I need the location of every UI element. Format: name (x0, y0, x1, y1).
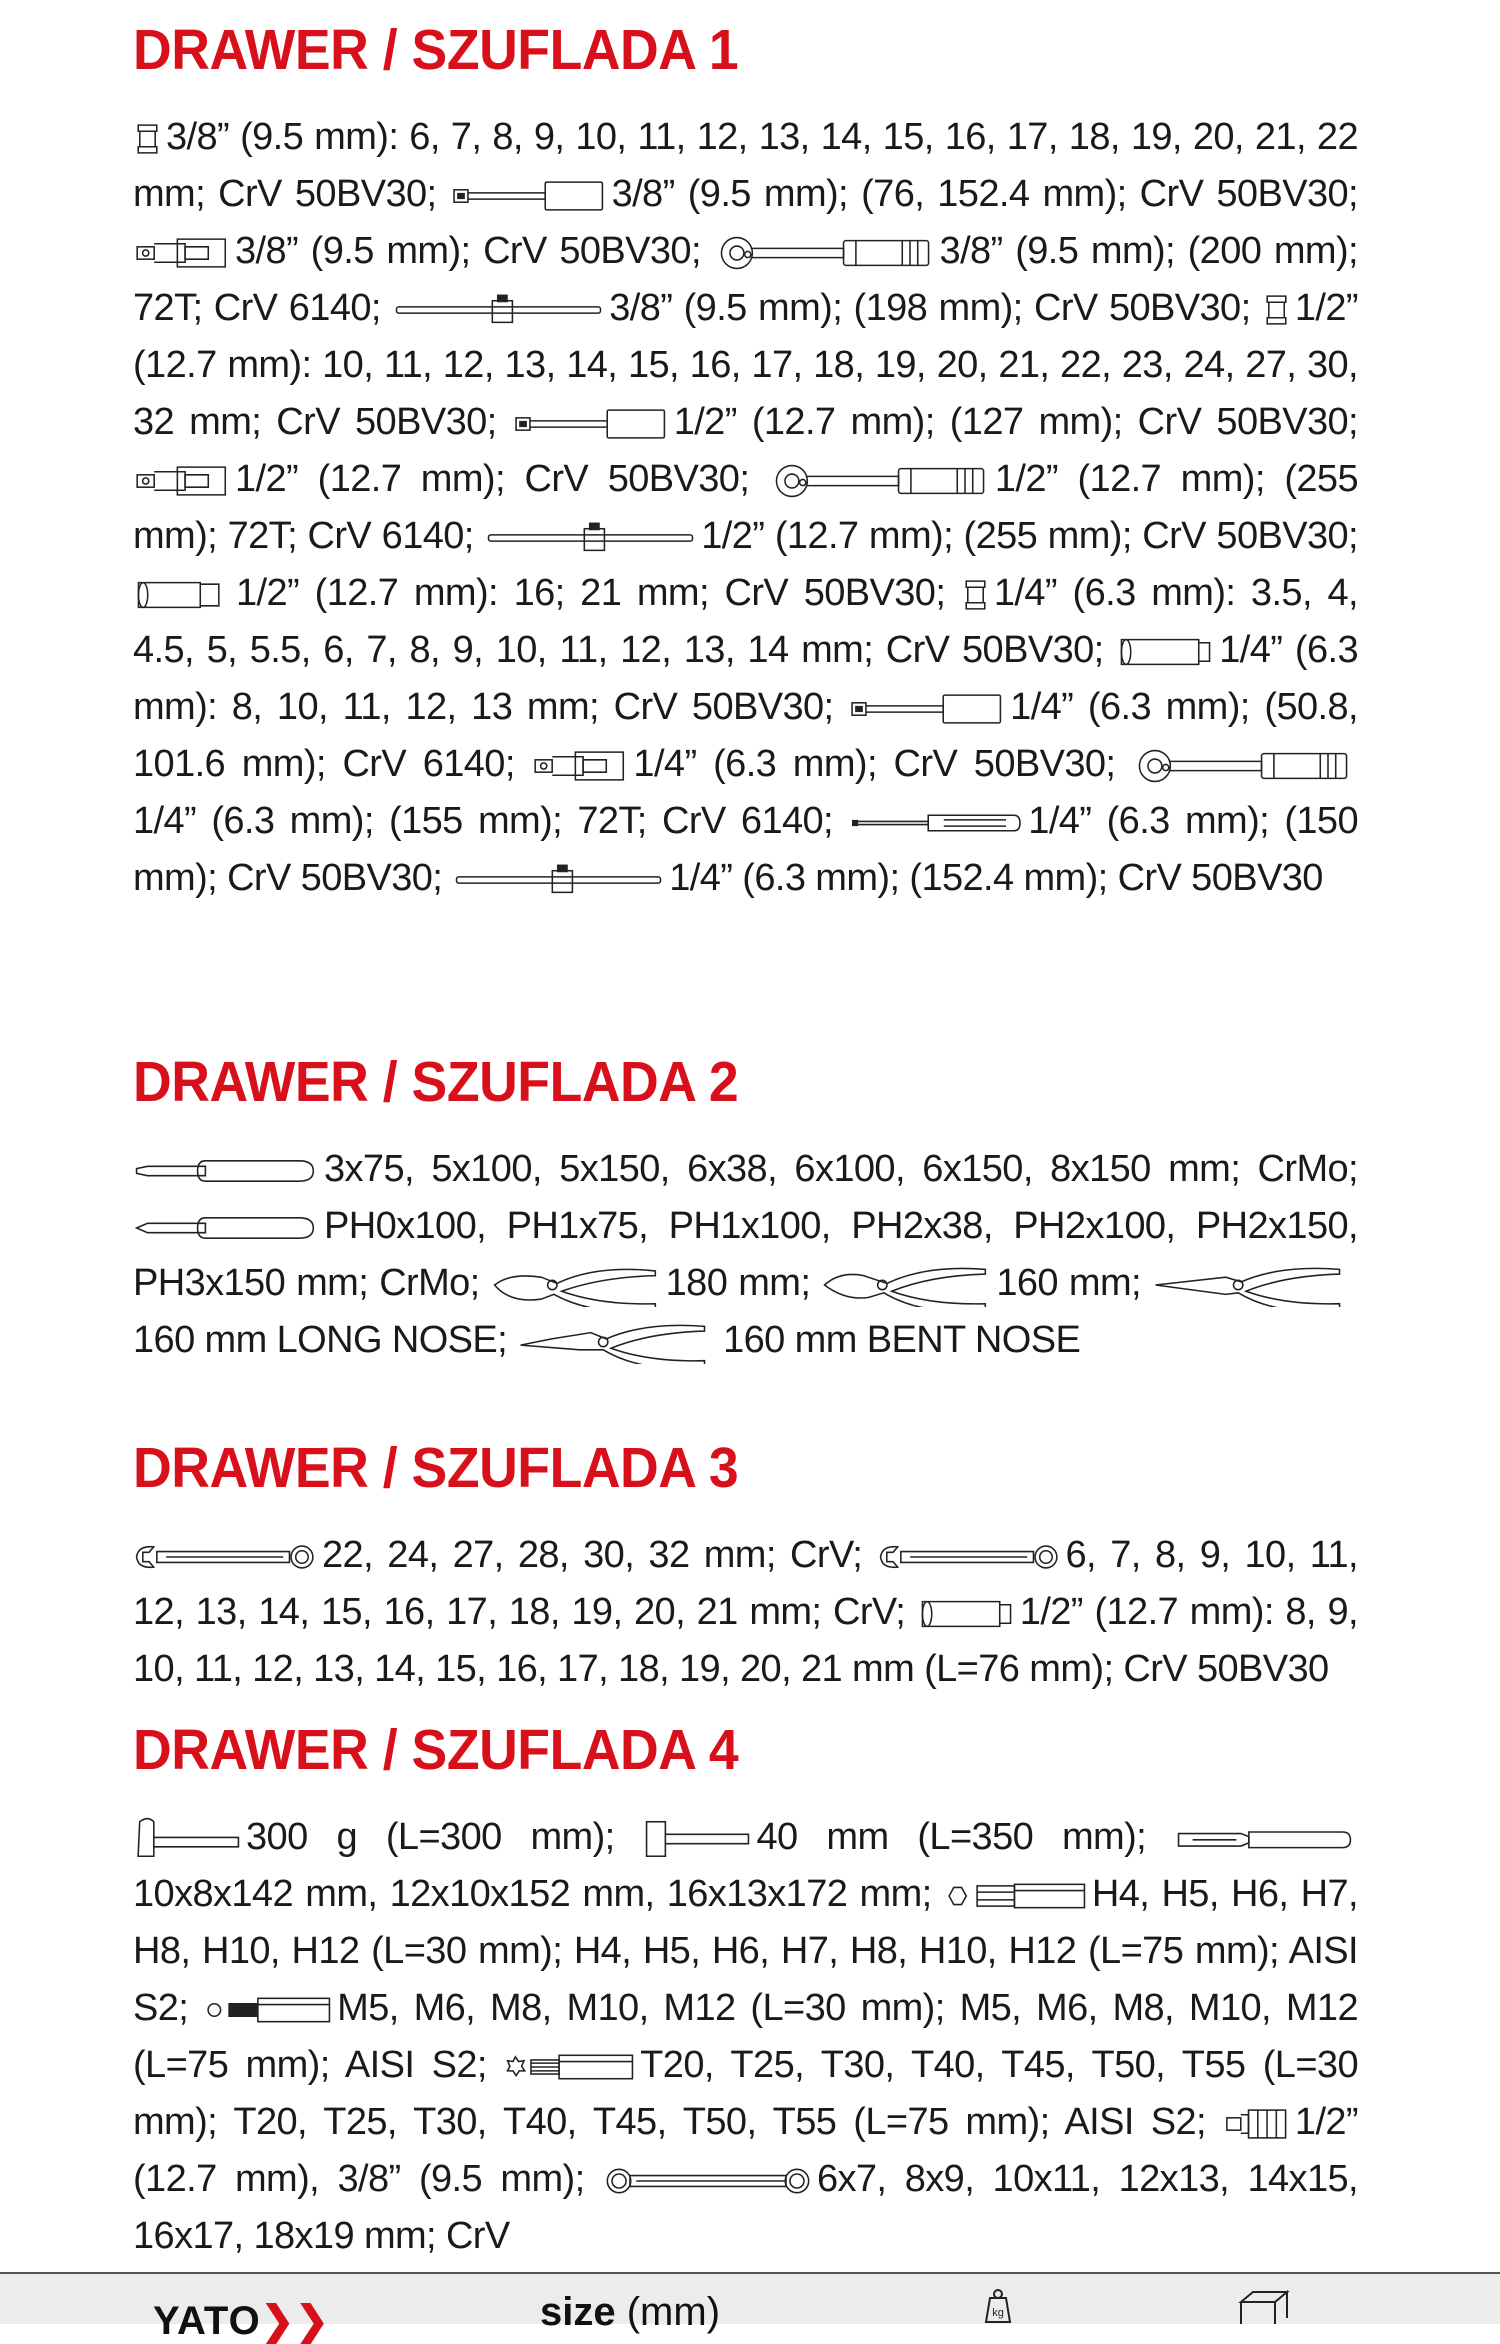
tool-spec-text: 3x75, 5x100, 5x150, 6x38, 6x100, 6x150, 8x150 mm; CrMo; (324, 1148, 1358, 1190)
tool-spec-text: 1/4” (6.3 mm); (152.4 mm); CrV 50BV30 (669, 857, 1323, 899)
drawer-title: DRAWER / SZUFLADA 1 (133, 18, 739, 82)
tool-spec-text: 3/8” (9.5 mm): 6, 7, 8, 9, 10, 11, 12, 13, 14, 15, 16, 17, 18, 19, 20, 21, 22 mm; CrV 50BV30; (133, 116, 1358, 215)
drawer-title: DRAWER / SZUFLADA 2 (133, 1050, 739, 1114)
extension-bar-icon (850, 692, 1004, 726)
tool-spec-text: 1/2” (12.7 mm); (255 mm); CrV 50BV30; (701, 515, 1358, 557)
tool-spec-text: 6x7, 8x9, 10x11, 12x13, 14x15, 16x17, 18x19 mm; CrV (133, 2158, 1358, 2257)
brand-logo: YATO❯❯ (153, 2299, 330, 2343)
chisel-icon (1177, 1824, 1352, 1854)
hammer-icon (135, 1817, 240, 1861)
tool-spec-text: 1/2” (12.7 mm); (127 mm); CrV 50BV30; (673, 401, 1358, 443)
tool-spec-text: 3/8” (9.5 mm); (198 mm); CrV 50BV30; (609, 287, 1262, 329)
drawer-title: DRAWER / SZUFLADA 3 (133, 1436, 739, 1500)
tool-spec-text: H4, H5, H6, H7, H8, H10, H12 (L=30 mm); H4, H5, H6, H7, H8, H10, H12 (L=75 mm); AISI S2; (133, 1873, 1358, 2029)
ratchet-icon (771, 464, 989, 498)
universal-joint-icon (135, 464, 229, 498)
tool-spec-text: 1/4” (6.3 mm): 8, 10, 11, 12, 13 mm; CrV 50BV30; (133, 629, 1358, 728)
socket-icon (135, 122, 160, 156)
tool-spec-text: 160 mm LONG NOSE; (133, 1319, 518, 1361)
ratchet-icon (1134, 749, 1352, 783)
tool-spec-text: 3/8” (9.5 mm); (76, 152.4 mm); CrV 50BV30; (611, 173, 1358, 215)
tool-spec-text: 1/4” (6.3 mm); (155 mm); 72T; CrV 6140; (133, 800, 849, 842)
tool-spec-text: 1/2” (12.7 mm); CrV 50BV30; (235, 458, 769, 500)
drawer-contents (133, 109, 1358, 907)
extension-bar-icon (514, 407, 668, 441)
combination-pliers-icon (493, 1263, 660, 1307)
socket-icon (963, 578, 988, 612)
phillips-screwdriver-icon (135, 1213, 318, 1243)
deep-socket-icon (1118, 635, 1213, 669)
size-column-header: size (mm) (540, 2290, 721, 2334)
footer-bar (0, 2272, 1500, 2343)
package-box-icon (1235, 2288, 1291, 2329)
drawer-contents (133, 1141, 1358, 1369)
tool-spec-text: 1/4” (6.3 mm): 3.5, 4, 4.5, 5, 5.5, 6, 7, 8, 9, 10, 11, 12, 13, 14 mm; CrV 50BV30; (133, 572, 1358, 671)
flat-screwdriver-icon (135, 1156, 318, 1186)
ratchet-icon (716, 236, 934, 270)
tool-spec-text: 1/2” (12.7 mm): 10, 11, 12, 13, 14, 15, 16, 17, 18, 19, 20, 21, 22, 23, 24, 27, 30, 32 mm; CrV 50BV30; (133, 287, 1358, 443)
tool-spec-text: 1/4” (6.3 mm); CrV 50BV30; (633, 743, 1133, 785)
drawer-section-1 (133, 18, 1359, 907)
t-bar-icon (486, 521, 695, 555)
spark-plug-socket-icon (135, 578, 230, 612)
universal-joint-icon (135, 236, 229, 270)
combination-wrench-icon (879, 1542, 1060, 1572)
adapter-icon (1225, 2107, 1289, 2141)
tool-spec-text: 180 mm; (665, 1262, 822, 1304)
tool-spec-text: 1/2” (12.7 mm): 8, 9, 10, 11, 12, 13, 14, 15, 16, 17, 18, 19, 20, 21 mm (L=76 mm); CrV 50BV30 (133, 1591, 1358, 1690)
socket-icon (1264, 293, 1289, 327)
deep-socket-icon (919, 1597, 1014, 1631)
universal-joint-icon (533, 749, 627, 783)
drawer-title: DRAWER / SZUFLADA 4 (133, 1718, 739, 1782)
tool-spec-text: 1/4” (6.3 mm); (50.8, 101.6 mm); CrV 6140; (133, 686, 1358, 785)
tool-spec-text: 3/8” (9.5 mm); CrV 50BV30; (235, 230, 714, 272)
ring-wrench-icon (605, 2166, 811, 2196)
tool-spec-text: 160 mm; (996, 1262, 1152, 1304)
drawer-contents (133, 1527, 1358, 1698)
drawer-section-4 (133, 1718, 1358, 2265)
torx-bit-socket-icon (506, 2052, 634, 2082)
drawer-section-2 (133, 1050, 1358, 1369)
mallet-icon (645, 1817, 750, 1861)
weight-icon (978, 2288, 1018, 2329)
tool-spec-text: 1/2” (12.7 mm): 16; 21 mm; CrV 50BV30; (236, 572, 961, 614)
t-bar-icon (454, 863, 663, 897)
hex-bit-socket-icon (946, 1881, 1086, 1911)
tool-spec-text: 160 mm BENT NOSE (723, 1319, 1081, 1361)
tool-spec-text: 1/2” (12.7 mm); (255 mm); 72T; CrV 6140; (133, 458, 1358, 557)
tool-spec-text: 22, 24, 27, 28, 30, 32 mm; CrV; (322, 1534, 877, 1576)
tool-spec-text: 10x8x142 mm, 12x10x152 mm, 16x13x172 mm; (133, 1873, 944, 1915)
drawer-section-3 (133, 1436, 1358, 1698)
svg-text:kg: kg (992, 2307, 1004, 2319)
drawer-contents (133, 1809, 1358, 2265)
tool-spec-text: 6, 7, 8, 9, 10, 11, 12, 13, 14, 15, 16, 17, 18, 19, 20, 21 mm; CrV; (133, 1534, 1358, 1633)
tool-spec-text: 1/4” (6.3 mm); (150 mm); CrV 50BV30; (133, 800, 1358, 899)
t-bar-icon (394, 293, 603, 327)
extension-bar-icon (452, 179, 606, 213)
spline-bit-socket-icon (205, 1995, 331, 2025)
combination-wrench-icon (135, 1542, 316, 1572)
tool-spec-text: 3/8” (9.5 mm); (200 mm); 72T; CrV 6140; (133, 230, 1359, 329)
spinner-handle-icon (850, 809, 1022, 837)
bent-nose-pliers-icon (519, 1320, 717, 1364)
tool-spec-text: 300 g (L=300 mm); (246, 1816, 644, 1858)
long-nose-pliers-icon (1154, 1263, 1352, 1307)
tool-spec-text: PH0x100, PH1x75, PH1x100, PH2x38, PH2x100, PH2x150, PH3x150 mm; CrMo; (133, 1205, 1358, 1304)
tool-spec-text: M5, M6, M8, M10, M12 (L=30 mm); M5, M6, M8, M10, M12 (L=75 mm); AISI S2; (133, 1987, 1358, 2086)
tool-spec-text: 1/2” (12.7 mm), 3/8” (9.5 mm); (133, 2101, 1358, 2200)
tool-spec-text: T20, T25, T30, T40, T45, T50, T55 (L=30 mm); T20, T25, T30, T40, T45, T50, T55 (L=75 mm); AISI S2; (133, 2044, 1358, 2143)
diagonal-cutters-icon (823, 1263, 990, 1307)
tool-spec-text: 40 mm (L=350 mm); (756, 1816, 1175, 1858)
